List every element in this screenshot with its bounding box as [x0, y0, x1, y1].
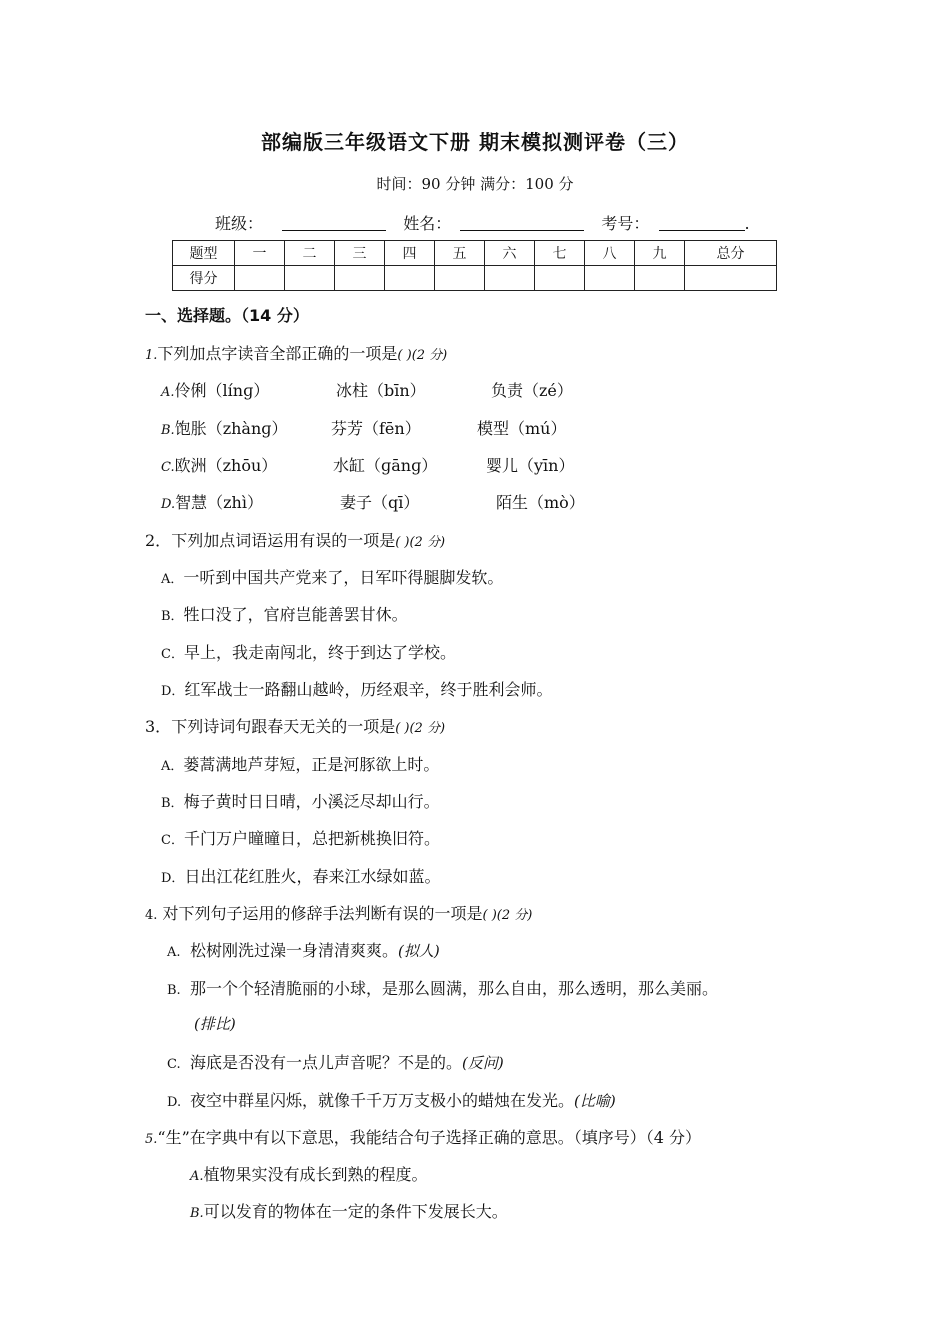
option-row: [167, 1088, 616, 1111]
option-letter: C．: [161, 647, 184, 662]
option-row: [167, 976, 718, 999]
score-table: [172, 240, 777, 291]
option-row: [161, 864, 440, 887]
score-cell[interactable]: [235, 266, 285, 291]
option-text: 松树刚洗过澡一身清清爽爽。: [190, 941, 399, 960]
option-row: [161, 789, 440, 812]
option-word: 妻子（qī）: [340, 493, 420, 512]
option-row: [161, 565, 503, 588]
answer-paren[interactable]: ( )(2 分): [395, 535, 446, 550]
question-text: 对下列句子运用的修辞手法判断有误的一项是: [162, 904, 483, 923]
question-number: 2．: [145, 531, 172, 550]
score-table-header-row: [173, 241, 777, 266]
question-1: [145, 341, 447, 364]
option-tag-line: [194, 1013, 236, 1034]
table-cell: 八: [585, 241, 635, 266]
score-cell[interactable]: [335, 266, 385, 291]
question-text: 下列加点词语运用有误的一项是: [171, 531, 396, 550]
table-cell: 一: [235, 241, 285, 266]
table-cell: 五: [435, 241, 485, 266]
option-word: 婴儿（yīn）: [486, 456, 575, 475]
option-word: 水缸（ɡānɡ）: [333, 456, 438, 475]
table-cell: 九: [635, 241, 685, 266]
question-text: 下列加点字读音全部正确的一项是: [157, 344, 398, 363]
option-row: [167, 938, 440, 961]
option-row: [161, 826, 440, 849]
table-cell: 题型: [173, 241, 235, 266]
table-cell: 三: [335, 241, 385, 266]
score-cell[interactable]: [285, 266, 335, 291]
class-field[interactable]: [282, 214, 386, 231]
table-cell: 六: [485, 241, 535, 266]
score-cell[interactable]: [385, 266, 435, 291]
option-row: [161, 677, 552, 700]
option-letter: A.: [167, 945, 181, 960]
option-word: 芬芳（fēn）: [331, 419, 421, 438]
id-field[interactable]: [659, 214, 745, 231]
option-row: [161, 378, 269, 401]
option-letter: B．: [161, 796, 184, 811]
option-word: 模型（mú）: [477, 419, 567, 438]
score-cell[interactable]: [535, 266, 585, 291]
option-text: 牲口没了，官府岂能善罢甘休。: [183, 605, 408, 624]
option-letter: B.: [190, 1206, 204, 1221]
option-row: [167, 1050, 504, 1073]
option-text: 日出江花红胜火，春来江水绿如蓝。: [184, 867, 441, 886]
option-text: 千门万户曈曈日，总把新桃换旧符。: [183, 829, 440, 848]
option-letter: A．: [161, 572, 184, 587]
option-letter: C.: [167, 1057, 181, 1072]
answer-paren[interactable]: ( )(2 分): [395, 721, 446, 736]
answer-paren[interactable]: ( )(2 分): [482, 908, 533, 923]
question-3: [145, 714, 445, 737]
option-letter: D．: [161, 871, 185, 886]
option-word: 伶俐（línɡ）: [174, 381, 270, 400]
name-field[interactable]: [460, 214, 584, 231]
option-word: 负责（zé）: [491, 381, 573, 400]
option-row: [190, 1199, 508, 1222]
student-info-row: [215, 211, 750, 234]
page-title: 部编版三年级语文下册 期末模拟测评卷（三）: [261, 130, 689, 154]
option-text: 夜空中群星闪烁，就像千千万万支极小的蜡烛在发光。: [190, 1091, 575, 1110]
option-text: 红军战士一路翻山越岭，历经艰辛，终于胜利会师。: [184, 680, 553, 699]
option-letter: B．: [161, 609, 184, 624]
table-cell: 二: [285, 241, 335, 266]
option-letter: D.: [167, 1095, 182, 1110]
table-cell: 七: [535, 241, 585, 266]
option-letter: A.: [190, 1169, 204, 1184]
question-4: [145, 901, 532, 924]
score-cell[interactable]: [485, 266, 535, 291]
option-text: 早上，我走南闯北，终于到达了学校。: [183, 643, 456, 662]
option-text: 蒌蒿满地芦芽短，正是河豚欲上时。: [183, 755, 440, 774]
option-word: 冰柱（bīn）: [336, 381, 426, 400]
rhetoric-tag: (比喻): [574, 1092, 616, 1110]
section-heading: [145, 303, 309, 326]
table-cell: 四: [385, 241, 435, 266]
option-letter: B.: [167, 983, 181, 998]
option-text: 那一个个轻清脆丽的小球，是那么圆满，那么自由，那么透明，那么美丽。: [190, 979, 719, 998]
option-word: 陌生（mò）: [496, 493, 585, 512]
option-text: 海底是否没有一点儿声音呢？不是的。: [190, 1053, 463, 1072]
option-row: [161, 416, 288, 439]
exam-time-score: 时间：90 分钟 满分：100 分: [376, 175, 574, 193]
option-text: 一听到中国共产党来了，日军吓得腿脚发软。: [183, 568, 504, 587]
option-row: [161, 490, 263, 513]
option-letter: C．: [161, 833, 184, 848]
table-cell: 得分: [173, 266, 235, 291]
option-row: [161, 602, 408, 625]
option-text: 植物果实没有成长到熟的程度。: [203, 1165, 428, 1184]
option-letter: A．: [161, 759, 184, 774]
option-row: [161, 453, 277, 476]
class-label: 班级：: [215, 214, 264, 233]
id-label: 考号：: [601, 214, 650, 233]
score-cell[interactable]: [585, 266, 635, 291]
option-letter: C.: [161, 460, 175, 475]
question-text: “生”在字典中有以下意思，我能结合句子选择正确的意思。（填序号）（4 分）: [157, 1128, 702, 1147]
option-letter: B.: [161, 423, 175, 438]
question-5: [145, 1125, 701, 1148]
question-number: 4.: [145, 908, 158, 923]
name-label: 姓名：: [403, 214, 452, 233]
rhetoric-tag: (拟人): [398, 942, 440, 960]
score-cell[interactable]: [635, 266, 685, 291]
rhetoric-tag: (反问): [462, 1054, 504, 1072]
option-word: 饱胀（zhànɡ）: [174, 419, 288, 438]
option-row: [190, 1162, 428, 1185]
id-end: .: [744, 214, 750, 233]
score-table-score-row: [173, 266, 777, 291]
section-points: （14 分）: [241, 306, 309, 325]
option-text: 梅子黄时日日晴，小溪泛尽却山行。: [183, 792, 440, 811]
question-number: 5.: [145, 1132, 158, 1147]
score-cell[interactable]: [685, 266, 777, 291]
option-row: [161, 752, 439, 775]
option-letter: A.: [161, 385, 175, 400]
question-text: 下列诗词句跟春天无关的一项是: [171, 717, 396, 736]
option-letter: D.: [161, 497, 176, 512]
question-number: 3．: [145, 717, 172, 736]
option-letter: D．: [161, 684, 185, 699]
score-cell[interactable]: [435, 266, 485, 291]
question-2: [145, 528, 445, 551]
option-text: 可以发育的物体在一定的条件下发展长大。: [203, 1202, 508, 1221]
answer-paren[interactable]: ( )(2 分): [397, 348, 448, 363]
rhetoric-tag: (排比): [194, 1015, 236, 1033]
option-word: 智慧（zhì）: [175, 493, 263, 512]
table-cell: 总分: [685, 241, 777, 266]
question-number: 1.: [145, 348, 158, 363]
option-row: [161, 640, 456, 663]
option-word: 欧洲（zhōu）: [174, 456, 278, 475]
section-title: 一、选择题。: [145, 306, 242, 325]
